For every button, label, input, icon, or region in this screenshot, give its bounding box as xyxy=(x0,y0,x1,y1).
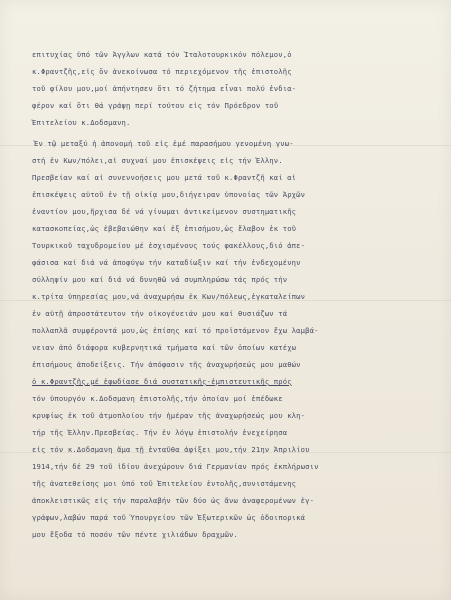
text-line: ἐν αὐτῇ ἀπροστάτευτον τήν οἰκογένειάν μου καί θυσιάζων τά xyxy=(32,309,288,318)
text-line: πολλαπλᾶ συμφέροντά μου,ὡς ἐπίσης καί τό προϊστάμενον ἔχω λαμβά- xyxy=(32,326,319,335)
text-line: κατασκοπείας,ὡς ἐβεβαιώθην καί ἐξ ἐπισήμου,ὡς ἔλαβον ἐκ τοῦ xyxy=(32,224,297,233)
text-line: Ἐπιτελείου κ.Δοδσμανη. xyxy=(32,118,131,127)
text-line: τήρ τῆς Ἑλλην.Πρεσβείας. Τήν ἐν λόγῳ ἐπιστολήν ἐνεχείρησα xyxy=(32,428,288,437)
text-line: Τουρκικοῦ ταχυδρομείου μέ ἐσχισμένους τούς φακέλλους,διό ἀπε- xyxy=(32,241,306,250)
text-line: κ.τρίτα ὑπηρεσίας μου,νά ἀναχωρήσω ἐκ Κων/πόλεως,ἐγκαταλείπων xyxy=(32,292,306,301)
text-line: τοῦ φίλου μου,μοί ἀπήντησεν ὅτι τό ζήτημα εἶναι πολύ ἐνδια- xyxy=(32,84,297,93)
text-line: ἐπισκέψεις αὐτοῦ ἐν τῇ οἰκίᾳ μου,διήγειραν ὑπονοίας τῶν Ἀρχῶν xyxy=(32,190,306,199)
text-line: μου ἔξοδα τό ποσόν τῶν πέντε χιλιάδων δραχμῶν. xyxy=(32,530,238,539)
text-line: ἐναντίον μου,ἤρχισα δέ νά γίνωμαι ἀντικείμενον συστηματικῆς xyxy=(32,207,297,216)
text-line: γράφων,λαβών παρά τοῦ Ὑπουργείου τῶν Ἐξωτερικῶν ὡς ὁδοιπορικά xyxy=(32,513,306,522)
text-line: εἰς τόν κ.Δοδσμανη ἅμα τῇ ἐνταῦθα ἀφίξει μου,τήν 21ην Ἀπριλίου xyxy=(32,445,310,454)
text-line: σύλληψίν μου καί διά νά δυνηθῶ νά συμπληρώσω τάς πρός τήν xyxy=(32,275,288,284)
text-line: νειαν ἀπό διάφορα κυβερνητικά τμήματα καί τῶν ὁποίων κατέχω xyxy=(32,343,297,352)
text-line: επιτυχίας ὑπό τῶν Ἀγγλων κατά τόν Ἰταλοτουρκικόν πόλεμον,ὁ xyxy=(32,50,292,59)
text-line: 1914,τήν δέ 29 τοῦ ἰδίου ἀνεχώρουν διά Γερμανίαν πρός ἐκπλήρωσιν xyxy=(32,462,319,471)
text-line: κ.Φραντζῆς,εἰς ὅν ἀνεκοίνωσα τό περιεχόμενον τῆς ἐπιστολῆς xyxy=(32,67,292,76)
text-line: τόν ὑπουργόν κ.Δοδσμανη ἐπιστολῆς,τήν ὁποίαν μοί ἐπέδωκε xyxy=(32,394,283,403)
text-line: φέρον καί ὅτι θά γράψῃ περί τούτου εἰς τόν Πρόεδρον τοῦ xyxy=(32,101,279,110)
text-line: κρυφίως ἐκ τοῦ ἀτμοπλοίου τήν ἡμέραν τῆς ἀναχωρήσεώς μου κλη- xyxy=(32,411,306,420)
text-line: ἐπισήμους ἀποδείξεις. Τήν ἀπόφασιν τῆς ἀναχωρήσεώς μου μαθών xyxy=(32,360,301,369)
text-line: τῆς ἀνατεθείσης μοι ὑπό τοῦ Ἐπιτελείου ἐντολῆς,συνιστάμενης xyxy=(32,479,297,488)
text-line: ὁ κ.Φραντζῆς,μέ ἐφωδίασε διά συστατικῆς-ἐμπιστευτικῆς πρός xyxy=(32,377,292,386)
text-line: φάσισα καί διά νά ἀποφύγω τήν καταδίωξιν καί τήν ἐνδεχομένην xyxy=(32,258,301,267)
text-line: ἀποκλειστικῶς εἰς τήν παραλαβήν τῶν δύο ὡς ἄνω ἀναφερομένων ἐγ- xyxy=(32,496,315,505)
text-line: Ἐν τῷ μεταξύ ἡ ἀπονομή τοῦ εἰς ἐμέ παρασήμου γενομένη γνω- xyxy=(34,139,294,148)
text-line: στή ἐν Κων/πόλει,αἱ συχναί μου ἐπισκέψεις εἰς τήν Ἑλλην. xyxy=(32,156,283,165)
text-line: Πρεσβείαν καί αἱ συνεννοήσεις μου μετά τοῦ κ.Φραντζῆ καί αἱ xyxy=(32,173,297,182)
